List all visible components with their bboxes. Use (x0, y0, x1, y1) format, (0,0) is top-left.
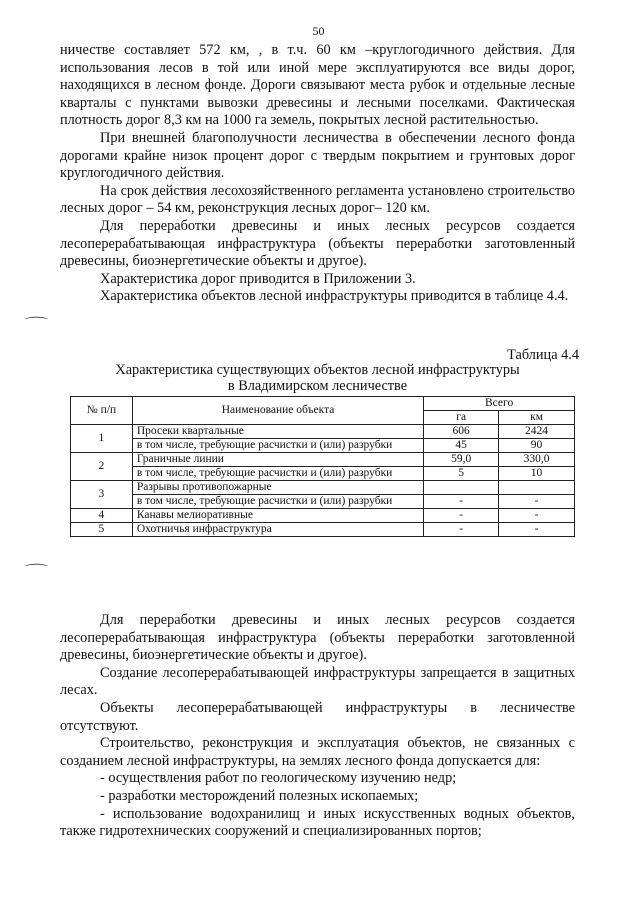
row-ha: 59,0 (424, 453, 499, 467)
row-ha: 45 (424, 439, 499, 453)
bottom-text-block (60, 612, 575, 841)
table-row (71, 523, 575, 537)
row-name: Охотничья инфраструктура (132, 523, 423, 537)
row-name: Разрывы противопожарные (132, 481, 423, 495)
row-num: 4 (71, 509, 133, 523)
row-km (499, 481, 575, 495)
scan-mark-icon: ⌒ (24, 316, 49, 331)
paragraph: При внешней благополучности лесничества в обеспечении лесного фонда дорогами крайне низок процент дорог с твердым покрытием и грунтовых дорог круглогодичного действия. (60, 129, 575, 182)
row-name: в том числе, требующие расчистки и (или) разрубки (132, 467, 423, 481)
header-total: Всего (424, 397, 575, 411)
row-km: 330,0 (499, 453, 575, 467)
header-name: Наименование объекта (132, 397, 423, 425)
row-km: 90 (499, 439, 575, 453)
list-item: - разработки месторождений полезных ископаемых; (100, 787, 419, 804)
list-item: - использование водохранилищ и иных искусственных водных объектов, также гидротехнических сооружений и специализированных портов; (60, 805, 575, 840)
row-name: в том числе, требующие расчистки и (или) разрубки (132, 439, 423, 453)
row-km: - (499, 509, 575, 523)
scan-mark-icon: ⌒ (24, 563, 49, 578)
table-row (71, 439, 575, 453)
row-km: - (499, 495, 575, 509)
row-name: Граничные линии (132, 453, 423, 467)
paragraph: Объекты лесоперерабатывающей инфраструктуры в лесничестве отсутствуют. (60, 699, 575, 734)
table-header-row (71, 397, 575, 411)
row-ha: - (424, 495, 499, 509)
paragraph: Для переработки древесины и иных лесных ресурсов создается лесоперерабатывающая инфраструктура (объекты переработки заготовленный древесины, биоэнергетические объекты и другое). (60, 217, 575, 270)
paragraph: На срок действия лесохозяйственного регламента установлено строительство лесных дорог – 54 км, реконструкция лесных дорог– 120 км. (60, 182, 575, 217)
row-km: - (499, 523, 575, 537)
row-name: Канавы мелиоративные (132, 509, 423, 523)
table-title-line: Характеристика существующих объектов лесной инфраструктуры (115, 362, 520, 378)
table-row (71, 481, 575, 495)
table-row (71, 509, 575, 523)
row-ha (424, 481, 499, 495)
table-row (71, 467, 575, 481)
row-ha: - (424, 523, 499, 537)
top-text-block (60, 42, 575, 306)
list-item: - осуществления работ по геологическому изучению недр; (100, 770, 457, 787)
table-title (60, 362, 575, 394)
table-row (71, 495, 575, 509)
paragraph: Характеристика объектов лесной инфраструктуры приводится в таблице 4.4. (100, 288, 569, 305)
table-row (71, 425, 575, 439)
row-num: 2 (71, 453, 133, 481)
row-num: 5 (71, 523, 133, 537)
row-ha: - (424, 509, 499, 523)
paragraph: Для переработки древесины и иных лесных ресурсов создается лесоперерабатывающая инфраструктура (объекты переработки заготовленной древесины, биоэнергетические объекты и другое). (60, 612, 575, 664)
paragraph: Строительство, реконструкция и эксплуатация объектов, не связанных с созданием лесной инфраструктуры, на землях лесного фонда допускается для: (60, 735, 575, 769)
paragraph: ничестве составляет 572 км, , в т.ч. 60 км –круглогодичного действия. Для использования лесов в той или иной мере эксплуатируются все виды дорог, находящихся в лесном фонде. Дороги связывают места рубок и отдельные лесные кварталы с пунктами вывозки древесины и лесными поселками. Фактическая плотность дорог 8,3 км на 1000 га земель, покрытых лесной растительностью. (60, 42, 575, 129)
row-name: в том числе, требующие расчистки и (или) разрубки (132, 495, 423, 509)
row-name: Просеки квартальные (132, 425, 423, 439)
row-ha: 606 (424, 425, 499, 439)
row-km: 10 (499, 467, 575, 481)
paragraph: Создание лесоперерабатывающей инфраструктуры запрещается в защитных лесах. (60, 664, 575, 699)
row-km: 2424 (499, 425, 575, 439)
header-km: км (499, 411, 575, 425)
header-num: № п/п (71, 397, 133, 425)
header-ha: га (424, 411, 499, 425)
infrastructure-table (70, 396, 575, 537)
table-title-line: в Владимирском лесничестве (227, 378, 408, 394)
row-num: 3 (71, 481, 133, 509)
table-row (71, 453, 575, 467)
row-num: 1 (71, 425, 133, 453)
table-caption: Таблица 4.4 (507, 347, 579, 363)
row-ha: 5 (424, 467, 499, 481)
page-number: 50 (312, 24, 325, 38)
paragraph: Характеристика дорог приводится в Приложении 3. (100, 270, 416, 287)
